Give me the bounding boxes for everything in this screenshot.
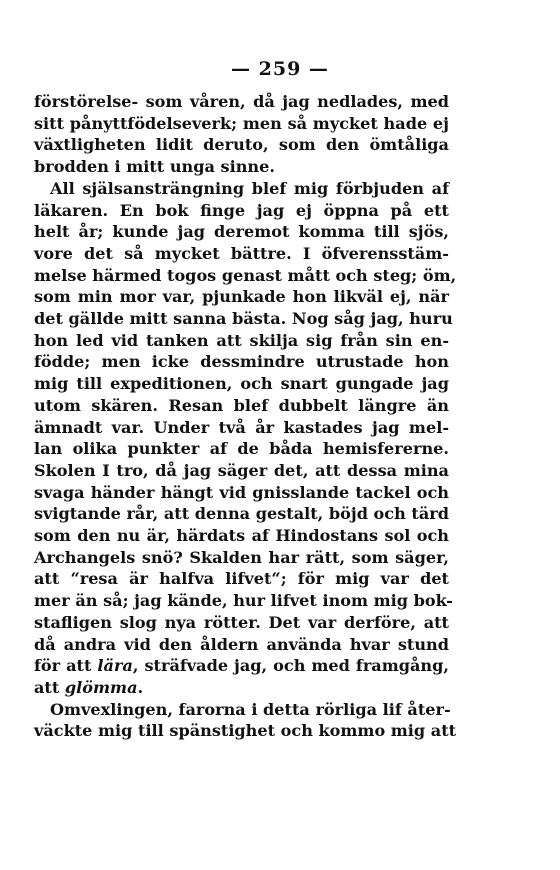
text-line: väckte mig till spänstighet och kommo mig att <box>34 721 457 741</box>
text-line: svigtande rår, att denna gestalt, böjd och tärd <box>34 504 449 524</box>
text-run: , sträfvade jag, och med framgång, <box>132 656 449 676</box>
text-line: det gällde mitt sanna bästa. Nog såg jag, huru <box>34 309 453 329</box>
page-number: — 259 — <box>231 58 329 80</box>
text-line: födde; men icke dessmindre utrustade hon <box>34 352 449 372</box>
text-line: förstörelse- som våren, då jag nedlades, med <box>34 92 449 111</box>
text-line: vore det så mycket bättre. I öfverensstäm- <box>34 243 449 263</box>
text-line: som min mor var, pjunkade hon likväl ej, när <box>34 287 449 307</box>
text-line: Omvexlingen, farorna i detta rörliga lif åter- <box>50 699 451 719</box>
text-line: Archangels snö? Skalden har rätt, som säger, <box>34 547 449 567</box>
text-run: . <box>137 677 144 697</box>
text-line: helt år; kunde jag deremot komma till sjös, <box>34 222 449 242</box>
text-line <box>34 677 449 699</box>
text-run: att <box>34 677 65 697</box>
text-line: mer än så; jag kände, hur lifvet inom mig bok- <box>34 591 453 611</box>
text-line: svaga händer hängt vid gnisslande tackel och <box>34 482 449 502</box>
text-line: växtligheten lidit deruto, som den ömtåliga <box>34 135 449 155</box>
text-line: Skolen I tro, då jag säger det, att dessa mina <box>34 460 449 480</box>
text-line: lan olika punkter af de båda hemisfererne. <box>34 439 449 459</box>
text-line: ämnadt var. Under två år kastades jag mel- <box>34 417 449 437</box>
text-line: sitt pånyttfödelseverk; men så mycket hade ej <box>34 113 449 133</box>
italic-word: lära <box>97 656 133 676</box>
text-line: som den nu är, härdats af Hindostans sol och <box>34 526 449 546</box>
text-run: för att <box>34 656 98 676</box>
text-line: utom skären. Resan blef dubbelt längre än <box>34 395 449 415</box>
text-line: All själsansträngning blef mig förbjuden af <box>50 178 449 198</box>
text-line: stafligen slog nya rötter. Det var derföre, att <box>34 612 449 632</box>
body-text <box>34 91 457 742</box>
text-line: mig till expeditionen, och snart gungade jag <box>34 374 449 394</box>
italic-word: glömma <box>64 677 138 697</box>
text-line: hon led vid tanken att skilja sig från sin en- <box>34 330 449 350</box>
text-line: brodden i mitt unga sinne. <box>34 157 275 177</box>
text-line: läkaren. En bok finge jag ej öppna på ett <box>34 200 449 220</box>
text-line <box>34 655 449 677</box>
text-line: melse härmed togos genast mått och steg; öm, <box>34 265 457 285</box>
text-line: att “resa är halfva lifvet“; för mig var det <box>34 569 449 589</box>
text-line: då andra vid den åldern använda hvar stund <box>34 634 449 654</box>
